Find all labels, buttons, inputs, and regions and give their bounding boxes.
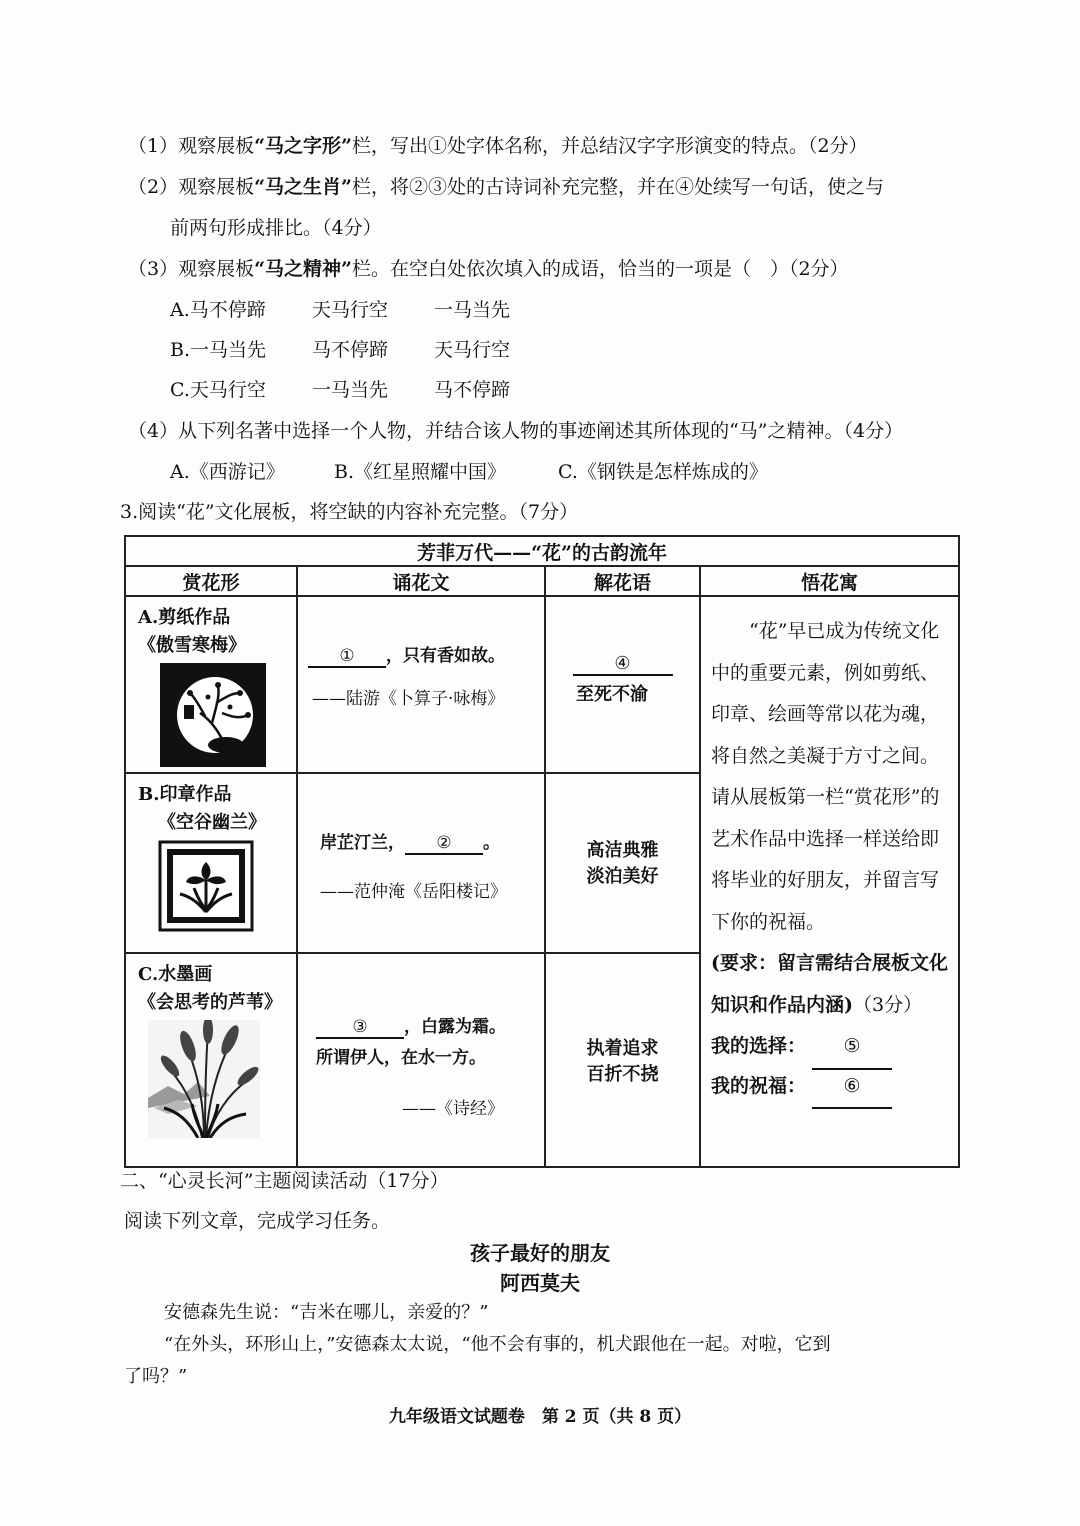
- wish-label: 我的祝福：: [711, 1074, 807, 1097]
- language-cell-a: [545, 596, 700, 773]
- essay-score: （3分）: [853, 993, 923, 1016]
- q2-option-a: [170, 297, 510, 323]
- poem-line: [308, 641, 544, 668]
- header-meaning: 悟花寓: [700, 566, 959, 596]
- poem-text: 岸芷汀兰，: [320, 833, 405, 853]
- section2-heading: 二、“心灵长河”主题阅读活动（17分）: [120, 1170, 449, 1192]
- work-cell-a: [125, 596, 297, 773]
- page-footer: 九年级语文试题卷 第 2 页（共 8 页）: [388, 1407, 692, 1427]
- q2-item4-options: [170, 459, 768, 485]
- article-paragraph: “在外头，环形山上，”安德森太太说，“他不会有事的，机犬跟他在一起。对啦，它到: [164, 1334, 831, 1355]
- section2-instruction: 阅读下列文章，完成学习任务。: [124, 1210, 391, 1232]
- work-title: A.剪纸作品: [138, 607, 231, 628]
- option-word: 一马当先: [434, 299, 511, 321]
- work-name: 《空谷幽兰》: [158, 812, 266, 833]
- work-title: C.水墨画: [138, 964, 213, 985]
- poem-text: ，只有香如故。: [386, 646, 505, 666]
- essay-text: “花”早已成为传统文化中的重要元素，例如剪纸、印章、绘画等常以花为魂，将自然之美凝于方寸之间。请从展板第一栏“赏花形”的艺术作品中选择一样送给即将毕业的好朋友，并留言写下你的祝福。: [711, 620, 940, 933]
- q2-item2-continued: 前两句形成排比。（4分）: [170, 217, 382, 239]
- q2-item2-post: 栏，将②③处的古诗词补充完整，并在④处续写一句话，使之与: [351, 176, 884, 198]
- blank-3[interactable]: ③: [316, 1017, 404, 1039]
- option-label: B.一马当先: [170, 339, 267, 361]
- q3-prompt: 3.阅读“花”文化展板，将空缺的内容补充完整。（7分）: [120, 501, 579, 523]
- q2-item1-bold: “马之字形”: [254, 135, 352, 157]
- blank-1[interactable]: ①: [308, 646, 386, 668]
- work-name: 《傲雪寒梅》: [138, 635, 246, 656]
- blank-2[interactable]: ②: [405, 833, 483, 855]
- flower-language: 淡泊美好: [586, 866, 659, 887]
- article-paragraph-continued: 了吗？”: [124, 1366, 188, 1387]
- plum-papercut-image: [160, 663, 296, 772]
- option-label: A.马不停蹄: [170, 299, 266, 321]
- board-title: 芳菲万代——“花”的古韵流年: [125, 536, 959, 566]
- blank-4[interactable]: ④: [573, 653, 673, 676]
- q2-item3-pre: （3）观察展板: [128, 258, 255, 280]
- work-name: 《会思考的芦苇》: [138, 992, 282, 1013]
- flower-culture-board: [124, 535, 960, 1168]
- reed-painting-image: [148, 1020, 296, 1143]
- flower-language: 百折不挠: [586, 1064, 659, 1085]
- option-word: 天马行空: [312, 299, 389, 321]
- q2-option-c: [170, 377, 510, 403]
- poem-line: 所谓伊人，在水一方。: [316, 1048, 486, 1068]
- q2-item2-pre: （2）观察展板: [128, 176, 255, 198]
- poem-text: 。: [483, 833, 500, 853]
- option-word: 马不停蹄: [434, 379, 511, 401]
- orchid-seal-image: [158, 840, 296, 937]
- poem-source: ——《诗经》: [402, 1099, 504, 1119]
- poem-source: ——陆游《卜算子·咏梅》: [312, 689, 505, 709]
- book-option-a: A.《西游记》: [170, 461, 285, 483]
- article-title: 孩子最好的朋友: [470, 1241, 610, 1265]
- option-word: 马不停蹄: [312, 339, 389, 361]
- q2-item1: [128, 133, 868, 159]
- header-shape: 赏花形: [125, 566, 297, 596]
- language-cell-c: [545, 953, 700, 1167]
- blank-5[interactable]: ⑤: [812, 1026, 892, 1070]
- article-author: 阿西莫夫: [500, 1271, 580, 1295]
- header-language: 解花语: [545, 566, 700, 596]
- flower-language: 高洁典雅: [586, 840, 659, 861]
- q2-item1-post: 栏，写出①处字体名称，并总结汉字字形演变的特点。（2分）: [351, 135, 868, 157]
- option-label: C.天马行空: [170, 379, 266, 401]
- work-cell-b: [125, 773, 297, 953]
- q2-item2-bold: “马之生肖”: [254, 176, 352, 198]
- poem-cell-a: [297, 596, 545, 773]
- blank-6[interactable]: ⑥: [812, 1066, 892, 1110]
- essay-requirement: (要求：留言需结合展板文化知识和作品内涵): [711, 952, 948, 1016]
- choice-label: 我的选择：: [711, 1035, 807, 1057]
- work-cell-c: [125, 953, 297, 1167]
- q2-item3-post: 栏。在空白处依次填入的成语，恰当的一项是（ ）（2分）: [351, 258, 849, 280]
- poem-line: [320, 828, 544, 855]
- poem-source: ——范仲淹《岳阳楼记》: [320, 882, 507, 902]
- essay-cell: [700, 596, 959, 1167]
- q2-item4: （4）从下列名著中选择一个人物，并结合该人物的事迹阐述其所体现的“马”之精神。（4分）: [128, 420, 904, 442]
- q2-item3-bold: “马之精神”: [254, 258, 352, 280]
- header-poem: 诵花文: [297, 566, 545, 596]
- work-title: B.印章作品: [138, 784, 232, 805]
- poem-text: ，白露为霜。: [404, 1017, 506, 1037]
- q2-item1-pre: （1）观察展板: [128, 135, 255, 157]
- book-option-c: C.《钢铁是怎样炼成的》: [558, 461, 768, 483]
- poem-cell-b: [297, 773, 545, 953]
- option-word: 一马当先: [312, 379, 389, 401]
- language-cell-b: [545, 773, 700, 953]
- poem-line: [316, 1012, 544, 1039]
- flower-language: 至死不渝: [576, 684, 648, 705]
- poem-cell-c: [297, 953, 545, 1167]
- q2-option-b: [170, 337, 510, 363]
- book-option-b: B.《红星照耀中国》: [334, 461, 507, 483]
- article-paragraph: 安德森先生说：“吉米在哪儿，亲爱的？”: [164, 1302, 489, 1323]
- q2-item3: [128, 256, 849, 282]
- option-word: 天马行空: [434, 339, 511, 361]
- flower-language: 执着追求: [586, 1038, 659, 1059]
- q2-item2: [128, 174, 884, 200]
